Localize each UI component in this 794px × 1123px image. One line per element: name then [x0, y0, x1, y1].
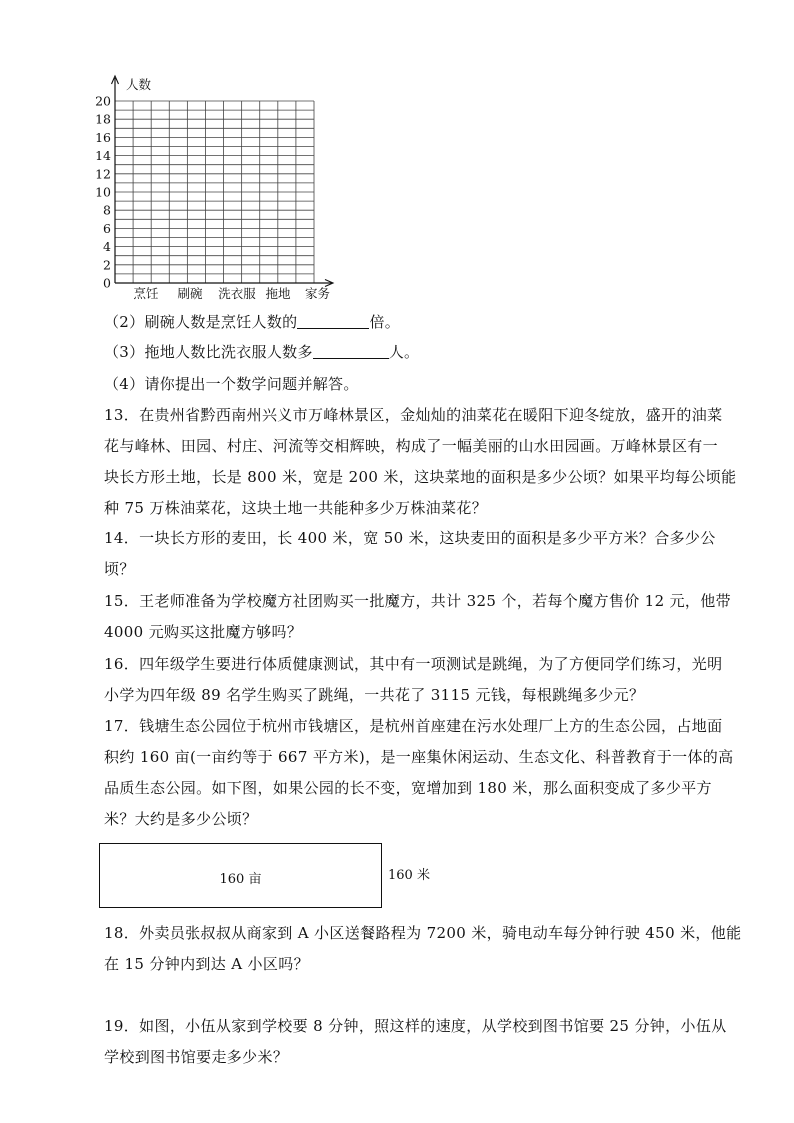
chart-axes [112, 76, 334, 287]
question-14 [104, 523, 716, 585]
question-line: 品质生态公园。如下图，如果公园的长不变，宽增加到 180 米，那么面积变成了多少平方 [104, 779, 712, 797]
y-tick-label: 20 [95, 93, 111, 109]
y-tick-labels [95, 94, 111, 291]
question-line: 14．一块长方形的麦田，长 400 米，宽 50 米，这块麦田的面积是多少平方米？合多少公 [104, 529, 716, 547]
question-line: 顷？ [104, 560, 135, 578]
y-tick-label: 16 [95, 129, 111, 145]
question-line: 块长方形土地，长是 800 米，宽是 200 米，这块菜地的面积是多少公顷？如果平均每公顷能 [104, 468, 737, 486]
question-line: 17．钱塘生态公园位于杭州市钱塘区，是杭州首座建在污水处理厂上方的生态公园，占地面 [104, 717, 723, 735]
sub-question-3 [104, 341, 419, 362]
question-line: 4000 元购买这批魔方够吗？ [104, 623, 303, 641]
rectangle-area-label: 160 亩 [219, 872, 262, 887]
y-tick-label: 8 [103, 202, 111, 218]
question-line: 15．王老师准备为学校魔方社团购买一批魔方，共计 325 个，若每个魔方售价 12 元，他带 [104, 592, 731, 610]
x-category-label: 刷碗 [177, 286, 203, 301]
chart-grid [115, 101, 314, 283]
rectangle-side-label: 160 米 [388, 868, 430, 883]
y-axis-label: 人数 [126, 77, 152, 92]
park-rectangle-figure [99, 843, 382, 908]
y-tick-label: 2 [103, 257, 111, 273]
question-line: 19．如图，小伍从家到学校要 8 分钟，照这样的速度，从学校到图书馆要 25 分钟，小伍从 [104, 1017, 727, 1035]
question-13 [104, 400, 736, 524]
question-line: 16．四年级学生要进行体质健康测试，其中有一项测试是跳绳，为了方便同学们练习，光明 [104, 655, 723, 673]
question-line: 学校到图书馆要走多少米？ [104, 1048, 289, 1066]
question-line: 积约 160 亩(一亩约等于 667 平方米)，是一座集休闲运动、生态文化、科普教育于一体的高 [104, 748, 734, 766]
y-tick-label: 12 [95, 166, 111, 182]
question-15 [104, 586, 731, 648]
y-tick-label: 4 [103, 239, 111, 255]
y-tick-label: 10 [95, 184, 111, 200]
question-16 [104, 649, 722, 711]
question-17 [104, 711, 734, 835]
question-line: 在 15 分钟内到达 A 小区吗？ [104, 955, 309, 973]
question-line: 13．在贵州省黔西南州兴义市万峰林景区，金灿灿的油菜花在暖阳下迎冬绽放，盛开的油菜 [104, 406, 723, 424]
sub-question-2 [104, 311, 400, 332]
sub-question-3-end: 人。 [388, 343, 420, 361]
answer-blank-2[interactable] [297, 313, 369, 329]
y-tick-label: 14 [95, 148, 111, 164]
x-category-labels [133, 286, 291, 301]
x-axis-label: 家务 [305, 286, 331, 301]
bar-chart [84, 72, 354, 304]
answer-blank-3[interactable] [313, 343, 389, 359]
sub-question-3-text: （3）拖地人数比洗衣服人数多 [104, 343, 313, 361]
question-line: 米？大约是多少公顷？ [104, 810, 258, 828]
x-category-label: 烹饪 [133, 286, 159, 301]
y-tick-label: 18 [95, 111, 111, 127]
question-line: 花与峰林、田园、村庄、河流等交相辉映，构成了一幅美丽的山水田园画。万峰林景区有一 [104, 437, 719, 455]
y-tick-label: 0 [103, 275, 111, 291]
question-line: 种 75 万株油菜花，这块土地一共能种多少万株油菜花？ [104, 499, 488, 517]
sub-question-2-end: 倍。 [369, 313, 401, 331]
sub-question-4: （4）请你提出一个数学问题并解答。 [104, 375, 359, 393]
question-line: 小学为四年级 89 名学生购买了跳绳，一共花了 3115 元钱，每根跳绳多少元？ [104, 686, 645, 704]
question-18 [104, 918, 742, 980]
y-tick-label: 6 [103, 220, 111, 236]
sub-question-2-text: （2）刷碗人数是烹饪人数的 [104, 313, 298, 331]
question-19 [104, 1011, 727, 1073]
x-category-label: 拖地 [265, 286, 291, 301]
x-category-label: 洗衣服 [218, 286, 256, 301]
question-line: 18．外卖员张叔叔从商家到 A 小区送餐路程为 7200 米，骑电动车每分钟行驶 450 米，他能 [104, 924, 742, 942]
